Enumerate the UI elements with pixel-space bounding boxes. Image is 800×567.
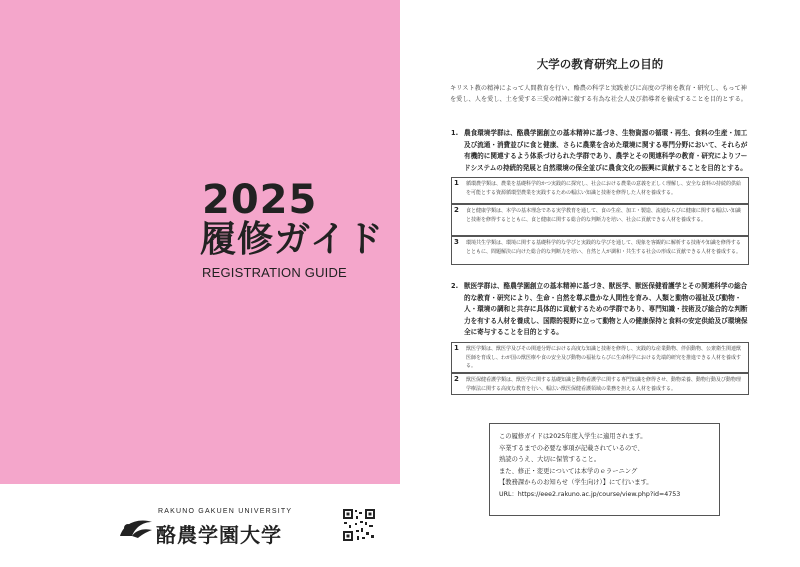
item-text: 獣医学類は、獣医学及びその関連分野における高度な知識と技術を修得し、実践的な産業動物、伴侶動物、公衆衛生関連獣医師を育成し、わが国の獣医療や食の安全及び動物の福祉ならびに生命科学における先端的研究を推進できる人材を養成する。 xyxy=(466,346,742,370)
notice-line: また、修正・変更については本学のｅラーニング xyxy=(499,467,638,475)
section-1-item-3 xyxy=(451,236,749,265)
item-number: 1 xyxy=(454,179,459,187)
item-number: 1 xyxy=(454,344,459,352)
university-name-jp: 酪農学園大学 xyxy=(156,523,282,547)
notice-url[interactable]: URL：https://eee2.rakuno.ac.jp/course/view.php?id=4753 xyxy=(499,490,681,498)
item-number: 3 xyxy=(454,238,459,246)
item-text: 循環農学類は、農業を基礎科学的かつ実践的に探究し、社会における農業の意義を正しく理解し、安全な食料の持続的供給を可能とする資源循環型農業を実践するための幅広い知識と技術を修得した人材を養成する。 xyxy=(466,181,742,196)
item-number: 2 xyxy=(454,206,459,214)
notice-box xyxy=(489,423,720,516)
section-1-heading xyxy=(451,128,751,174)
notice-line: この履修ガイドは2025年度入学生に適用されます。 xyxy=(499,433,647,440)
qr-code-icon[interactable] xyxy=(342,508,376,542)
section-2-text: 獣医学群は、酪農学園創立の基本精神に基づき、獣医学、獣医保健看護学とその関連科学の総合的な教育・研究により、生命・自然を尊ぶ豊かな人間性を育み、人類と動物の福祉及び動物・人・環境の調和と共存に具体的に貢献するための学群であり、専門知識・技術及び総合的な判断力を有する人材を養成し、国際的視野に立って動物と人の健康保持と食料の安定供給及び環境保全に寄与することを目的とする。 xyxy=(464,282,748,337)
intro-paragraph: キリスト教の精神によって人間教育を行い、酪農の科学と実践並びに高度の学術を教育・研究し、もって神を愛し、人を愛し、土を愛する三愛の精神に徹する有為な社会人及び指導者を養成することを目的とする。 xyxy=(450,85,747,103)
section-1-item-2 xyxy=(451,204,749,236)
cover-panel xyxy=(0,0,400,484)
section-1-number: 1. xyxy=(451,129,459,137)
page-title: 大学の教育研究上の目的 xyxy=(536,57,664,71)
university-logo-icon xyxy=(118,516,154,540)
section-2-item-1 xyxy=(451,342,749,373)
section-1-text: 農食環境学群は、酪農学園創立の基本精神に基づき、生物資源の循環・再生、食料の生産・加工及び流通・消費並びに食と健康、さらに農業を含めた環境に関する専門分野において、それらが有機的に関連するよう体系づけられた学群であり、農学とその関連科学の教育・研究によりフードシステムの持続的発展と自然環境の保全並びに農食文化の振興に貢献することを目的とする。 xyxy=(464,129,748,172)
section-2-item-2 xyxy=(451,373,749,395)
section-1-item-1 xyxy=(451,177,749,204)
section-2-number: 2. xyxy=(451,282,459,290)
university-name-en: RAKUNO GAKUEN UNIVERSITY xyxy=(158,508,293,515)
notice-line: 熟読のうえ、大切に保管すること。 xyxy=(499,456,601,464)
item-text: 獣医保健看護学類は、獣医学に関する基礎知識と動物看護学に関する専門知識を修得させ、動物栄養、動物行動及び動物理学療法に関する高度な教育を行い、幅広い獣医保健看護領域の業務を担える人材を養成する。 xyxy=(466,377,741,392)
notice-line: 【教務課からのお知らせ（学生向け）】にて行います。 xyxy=(499,479,653,487)
cover-year: 2025 xyxy=(202,177,318,223)
item-text: 食と健康学類は、本学の基本理念である実学教育を通して、食の生産、加工・製造、流通ならびに健康に関する幅広い知識と技術を修得するとともに、食と健康に関する総合的な判断力を培い、社会に貢献できる人材を養成する。 xyxy=(466,208,741,223)
cover-title-jp: 履修ガイド xyxy=(200,219,384,260)
item-number: 2 xyxy=(454,375,459,383)
university-logo xyxy=(118,508,298,548)
section-2-heading xyxy=(451,281,751,339)
notice-line: 卒業するまでの必要な事項が記載されているので、 xyxy=(499,444,644,452)
cover-title-en: REGISTRATION GUIDE xyxy=(202,265,347,280)
item-text: 環境共生学類は、環境に関する基礎科学的な学びと実践的な学びを通して、現象を客観的に解析する技術や知識を修得するとともに、問題解決に向けた総合的な判断力を培い、自然と人が調和・共生する社会の形成に貢献できる人材を養成する。 xyxy=(466,240,742,255)
